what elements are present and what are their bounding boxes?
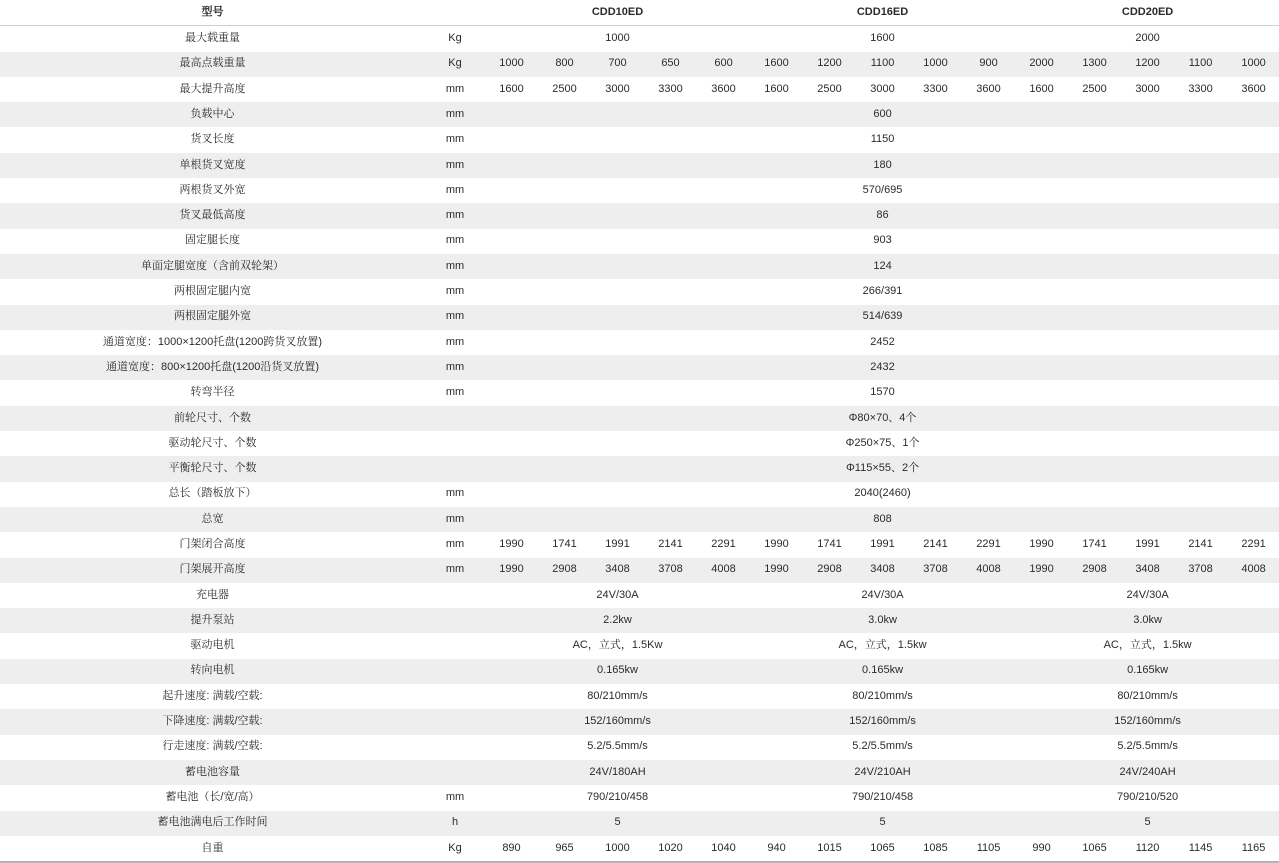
row-value: 570/695 (485, 178, 1279, 203)
row-unit: Kg (425, 52, 485, 77)
row-value-cell: 2141 (644, 532, 697, 557)
row-label: 蓄电池容量 (0, 760, 425, 785)
row-unit: Kg (425, 26, 485, 52)
row-value-cell: 3600 (1227, 77, 1279, 102)
row-unit: mm (425, 785, 485, 810)
row-value: 903 (485, 229, 1279, 254)
row-value-group: 5 (485, 811, 750, 836)
row-value-group: 24V/210AH (750, 760, 1015, 785)
row-unit: mm (425, 102, 485, 127)
table-row (0, 279, 1279, 304)
row-value-cell: 1741 (538, 532, 591, 557)
table-row (0, 77, 1279, 102)
row-label: 货叉最低高度 (0, 203, 425, 228)
row-value: Φ250×75、1个 (485, 431, 1279, 456)
row-value: 1570 (485, 380, 1279, 405)
row-value-cell: 3300 (909, 77, 962, 102)
row-value-cell: 1165 (1227, 836, 1279, 862)
row-unit (425, 709, 485, 734)
row-label: 总长（踏板放下） (0, 482, 425, 507)
row-value-cell: 3000 (1121, 77, 1174, 102)
row-value-cell: 1990 (750, 532, 803, 557)
row-value-cell: 1991 (856, 532, 909, 557)
table-row (0, 532, 1279, 557)
row-value: 808 (485, 507, 1279, 532)
row-value: Φ80×70、4个 (485, 406, 1279, 431)
table-row (0, 456, 1279, 481)
row-value-cell: 1000 (485, 52, 538, 77)
table-row (0, 608, 1279, 633)
row-value-group: 80/210mm/s (1015, 684, 1279, 709)
row-unit: mm (425, 305, 485, 330)
model-header-cdd10ed: CDD10ED (485, 0, 750, 26)
table-row (0, 760, 1279, 785)
row-label: 蓄电池（长/宽/高） (0, 785, 425, 810)
row-value-group: 80/210mm/s (750, 684, 1015, 709)
row-unit: mm (425, 77, 485, 102)
row-unit: mm (425, 153, 485, 178)
row-value-group: AC，立式，1.5kw (750, 633, 1015, 658)
row-value-cell: 3300 (644, 77, 697, 102)
row-unit: Kg (425, 836, 485, 862)
row-label: 驱动电机 (0, 633, 425, 658)
table-row (0, 558, 1279, 583)
row-value-cell: 3300 (1174, 77, 1227, 102)
row-value-group: 2000 (1015, 26, 1279, 52)
row-unit (425, 633, 485, 658)
table-row (0, 102, 1279, 127)
row-value: 2432 (485, 355, 1279, 380)
row-value-cell: 1000 (909, 52, 962, 77)
row-value-cell: 3408 (1121, 558, 1174, 583)
row-label: 转弯半径 (0, 380, 425, 405)
row-value-cell: 940 (750, 836, 803, 862)
row-value-cell: 3000 (856, 77, 909, 102)
row-value-cell: 1600 (750, 52, 803, 77)
row-value-cell: 1200 (1121, 52, 1174, 77)
row-value-group: 24V/180AH (485, 760, 750, 785)
table-row (0, 203, 1279, 228)
row-value-cell: 1300 (1068, 52, 1121, 77)
row-value-cell: 2908 (538, 558, 591, 583)
row-unit (425, 456, 485, 481)
row-value: 86 (485, 203, 1279, 228)
row-value-group: AC，立式，1.5kw (1015, 633, 1279, 658)
row-value-group: 5.2/5.5mm/s (1015, 735, 1279, 760)
row-value-cell: 1100 (1174, 52, 1227, 77)
row-value-cell: 700 (591, 52, 644, 77)
row-label: 起升速度: 满载/空载: (0, 684, 425, 709)
row-unit: mm (425, 127, 485, 152)
row-value-group: 5.2/5.5mm/s (750, 735, 1015, 760)
row-unit: mm (425, 532, 485, 557)
row-value-cell: 1990 (485, 558, 538, 583)
row-value-cell: 3708 (1174, 558, 1227, 583)
row-value-cell: 1015 (803, 836, 856, 862)
row-value-cell: 1020 (644, 836, 697, 862)
row-value-cell: 3708 (909, 558, 962, 583)
row-value-cell: 1105 (962, 836, 1015, 862)
row-value-cell: 1100 (856, 52, 909, 77)
row-value-cell: 1120 (1121, 836, 1174, 862)
row-unit (425, 684, 485, 709)
row-label: 最大提升高度 (0, 77, 425, 102)
row-unit (425, 583, 485, 608)
row-value-group: 790/210/458 (750, 785, 1015, 810)
row-value-group: 0.165kw (750, 659, 1015, 684)
row-value-cell: 1000 (1227, 52, 1279, 77)
row-unit: h (425, 811, 485, 836)
row-unit: mm (425, 330, 485, 355)
row-value-cell: 1145 (1174, 836, 1227, 862)
row-value-cell: 2141 (909, 532, 962, 557)
row-unit (425, 760, 485, 785)
row-value-group: AC，立式，1.5Kw (485, 633, 750, 658)
table-row (0, 633, 1279, 658)
model-header-cdd16ed: CDD16ED (750, 0, 1015, 26)
row-value-cell: 1990 (1015, 558, 1068, 583)
row-value-group: 3.0kw (750, 608, 1015, 633)
row-value-cell: 900 (962, 52, 1015, 77)
row-value: 2452 (485, 330, 1279, 355)
row-value-cell: 2908 (803, 558, 856, 583)
row-value: Φ115×55、2个 (485, 456, 1279, 481)
table-row (0, 836, 1279, 862)
row-value-cell: 890 (485, 836, 538, 862)
row-label: 转向电机 (0, 659, 425, 684)
row-value: 1150 (485, 127, 1279, 152)
row-value-cell: 4008 (1227, 558, 1279, 583)
row-value-cell: 1040 (697, 836, 750, 862)
table-row (0, 482, 1279, 507)
row-label: 门架展开高度 (0, 558, 425, 583)
row-value-cell: 3600 (697, 77, 750, 102)
table-row (0, 26, 1279, 52)
table-row (0, 406, 1279, 431)
row-value-cell: 3408 (591, 558, 644, 583)
table-row (0, 659, 1279, 684)
row-unit: mm (425, 203, 485, 228)
row-unit: mm (425, 355, 485, 380)
row-label: 总宽 (0, 507, 425, 532)
row-value-group: 24V/30A (485, 583, 750, 608)
row-value-cell: 2291 (697, 532, 750, 557)
row-value-cell: 800 (538, 52, 591, 77)
row-value: 180 (485, 153, 1279, 178)
table-row (0, 254, 1279, 279)
row-value-cell: 990 (1015, 836, 1068, 862)
row-value-group: 5 (750, 811, 1015, 836)
row-label: 行走速度: 满载/空载: (0, 735, 425, 760)
header-model-label: 型号 (0, 0, 425, 26)
row-value-cell: 2141 (1174, 532, 1227, 557)
row-value-cell: 3708 (644, 558, 697, 583)
row-label: 驱动轮尺寸、个数 (0, 431, 425, 456)
row-unit (425, 431, 485, 456)
row-label: 通道宽度：800×1200托盘(1200沿货叉放置) (0, 355, 425, 380)
row-label: 蓄电池满电后工作时间 (0, 811, 425, 836)
row-value-group: 24V/30A (1015, 583, 1279, 608)
table-row (0, 229, 1279, 254)
row-label: 货叉长度 (0, 127, 425, 152)
row-value-cell: 2500 (803, 77, 856, 102)
row-unit: mm (425, 558, 485, 583)
row-value-cell: 600 (697, 52, 750, 77)
row-unit (425, 406, 485, 431)
table-row (0, 178, 1279, 203)
table-row (0, 431, 1279, 456)
row-label: 固定腿长度 (0, 229, 425, 254)
row-value-cell: 3600 (962, 77, 1015, 102)
row-value-cell: 3000 (591, 77, 644, 102)
table-row (0, 709, 1279, 734)
row-unit: mm (425, 482, 485, 507)
row-value-group: 24V/30A (750, 583, 1015, 608)
row-value-cell: 2500 (1068, 77, 1121, 102)
row-label: 两根固定腿外宽 (0, 305, 425, 330)
row-label: 负载中心 (0, 102, 425, 127)
table-row (0, 684, 1279, 709)
row-value-cell: 1741 (1068, 532, 1121, 557)
row-value-cell: 1600 (485, 77, 538, 102)
row-value-group: 2.2kw (485, 608, 750, 633)
row-value-cell: 4008 (962, 558, 1015, 583)
row-value-cell: 2291 (1227, 532, 1279, 557)
table-header-row (0, 0, 1279, 26)
row-value-cell: 1991 (1121, 532, 1174, 557)
row-value-group: 790/210/520 (1015, 785, 1279, 810)
row-label: 两根货叉外宽 (0, 178, 425, 203)
row-value-group: 80/210mm/s (485, 684, 750, 709)
row-value-cell: 650 (644, 52, 697, 77)
row-value-cell: 2291 (962, 532, 1015, 557)
table-row (0, 811, 1279, 836)
table-row (0, 355, 1279, 380)
row-unit: mm (425, 279, 485, 304)
row-label: 平衡轮尺寸、个数 (0, 456, 425, 481)
row-value-cell: 965 (538, 836, 591, 862)
row-value-cell: 2000 (1015, 52, 1068, 77)
row-unit: mm (425, 229, 485, 254)
table-row (0, 153, 1279, 178)
row-value-cell: 1990 (485, 532, 538, 557)
row-value-cell: 1065 (1068, 836, 1121, 862)
row-label: 最大载重量 (0, 26, 425, 52)
row-value-cell: 1085 (909, 836, 962, 862)
table-row (0, 127, 1279, 152)
row-value: 514/639 (485, 305, 1279, 330)
row-value: 2040(2460) (485, 482, 1279, 507)
row-unit: mm (425, 380, 485, 405)
table-row (0, 380, 1279, 405)
row-value-group: 152/160mm/s (750, 709, 1015, 734)
row-label: 提升泵站 (0, 608, 425, 633)
row-unit: mm (425, 507, 485, 532)
table-row (0, 52, 1279, 77)
row-label: 充电器 (0, 583, 425, 608)
row-value-cell: 1000 (591, 836, 644, 862)
row-value: 600 (485, 102, 1279, 127)
row-unit: mm (425, 254, 485, 279)
row-label: 自重 (0, 836, 425, 862)
row-value: 266/391 (485, 279, 1279, 304)
table-row (0, 785, 1279, 810)
row-value-group: 152/160mm/s (485, 709, 750, 734)
table-row (0, 330, 1279, 355)
row-value-group: 24V/240AH (1015, 760, 1279, 785)
row-unit (425, 608, 485, 633)
row-value-group: 1000 (485, 26, 750, 52)
row-label: 单根货叉宽度 (0, 153, 425, 178)
row-value-cell: 1600 (1015, 77, 1068, 102)
row-value-cell: 1741 (803, 532, 856, 557)
row-value-cell: 1600 (750, 77, 803, 102)
row-value: 124 (485, 254, 1279, 279)
row-unit: mm (425, 178, 485, 203)
row-value-cell: 4008 (697, 558, 750, 583)
row-value-group: 0.165kw (1015, 659, 1279, 684)
row-value-cell: 1990 (1015, 532, 1068, 557)
row-label: 最高点载重量 (0, 52, 425, 77)
row-value-cell: 2908 (1068, 558, 1121, 583)
row-value-group: 5 (1015, 811, 1279, 836)
row-value-group: 0.165kw (485, 659, 750, 684)
row-value-group: 790/210/458 (485, 785, 750, 810)
row-label: 门架闭合高度 (0, 532, 425, 557)
header-unit-cell (425, 0, 485, 26)
table-row (0, 305, 1279, 330)
row-value-group: 5.2/5.5mm/s (485, 735, 750, 760)
table-row (0, 735, 1279, 760)
row-label: 下降速度: 满载/空载: (0, 709, 425, 734)
row-value-cell: 1065 (856, 836, 909, 862)
row-unit (425, 659, 485, 684)
row-value-group: 3.0kw (1015, 608, 1279, 633)
row-value-group: 152/160mm/s (1015, 709, 1279, 734)
table-row (0, 507, 1279, 532)
row-value-cell: 1990 (750, 558, 803, 583)
row-label: 前轮尺寸、个数 (0, 406, 425, 431)
row-label: 单面定腿宽度（含前双轮架） (0, 254, 425, 279)
row-value-cell: 1200 (803, 52, 856, 77)
row-unit (425, 735, 485, 760)
row-value-group: 1600 (750, 26, 1015, 52)
row-value-cell: 2500 (538, 77, 591, 102)
row-label: 两根固定腿内宽 (0, 279, 425, 304)
model-header-cdd20ed: CDD20ED (1015, 0, 1279, 26)
row-value-cell: 1991 (591, 532, 644, 557)
row-label: 通道宽度：1000×1200托盘(1200跨货叉放置) (0, 330, 425, 355)
table-row (0, 583, 1279, 608)
row-value-cell: 3408 (856, 558, 909, 583)
